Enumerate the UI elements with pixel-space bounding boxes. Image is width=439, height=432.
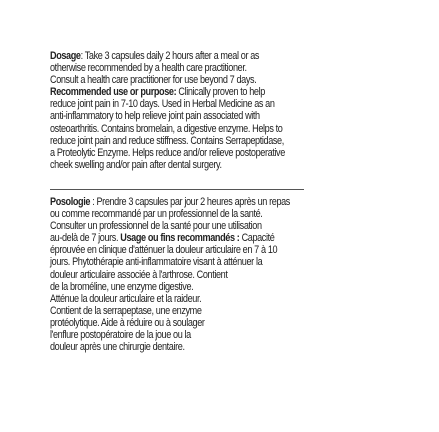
french-line [50,341,290,353]
french-line [50,196,290,208]
english-line-text: reduce joint pain and reduce stiffness. Contains Serrapeptidase, [50,134,284,147]
english-line [50,74,285,86]
french-line [50,244,290,256]
english-line [50,135,285,147]
english-line-text: anti-inflammatory to help relieve joint pain associated with [50,110,260,123]
french-line-text: au-delà de 7 jours. [50,232,121,245]
dosage-heading: Dosage [50,50,81,62]
french-line [50,220,290,232]
usage-text: Capacité [239,232,275,245]
english-line [50,50,285,62]
english-line-text: reduce joint pain in 7-10 days. Used in Herbal Medicine as an [50,98,275,111]
french-line-text: de la broméline, une enzyme digestive. [50,280,194,293]
english-directions [50,50,285,171]
french-line-text: l'enflure postopératoire de la joue ou la [50,329,191,342]
french-line [50,281,290,293]
english-line [50,147,285,159]
french-line [50,305,290,317]
french-line [50,269,290,281]
recommended-use-heading: Recommended use or purpose: [50,86,177,99]
section-divider [50,189,304,190]
french-line-text: Contient de la serrapeptase, une enzyme [50,304,202,317]
usage-heading: Usage ou fins recommandés : [120,232,240,245]
french-line-text: Consulter un professionnel de la santé pour une utilisation [50,220,262,233]
french-line [50,317,290,329]
dosage-text: : Take 3 capsules daily 2 hours after a meal or as [80,50,260,62]
french-line-text: jours. Phytothérapie anti-inflammatoire visant à atténuer la [50,256,263,269]
french-line-text: éprouvée en clinique d'atténuer la douleur articulaire en 7 à 10 [50,244,278,257]
english-line-text: otherwise recommended by a health care practitioner. [50,62,247,75]
french-line-text: douleur articulaire associée à l'arthrose. Contient [50,268,228,281]
french-line-text: ou comme recommandé par un professionnel de la santé. [50,208,263,221]
english-line [50,86,285,98]
english-line [50,110,285,122]
french-line-text: Atténue la douleur articulaire et la raideur. [50,292,202,305]
french-line [50,208,290,220]
english-line-text: osteoarthritis. Contains bromelain, a digestive enzyme. Helps to [50,122,283,135]
french-line-text: douleur après une chirurgie dentaire. [50,341,185,354]
english-line [50,62,285,74]
english-line [50,159,285,171]
english-line-text: cheek swelling and/or pain after dental surgery. [50,158,222,171]
french-line [50,329,290,341]
english-line [50,98,285,110]
french-line [50,293,290,305]
posologie-heading: Posologie [50,196,91,208]
posologie-text: : Prendre 3 capsules par jour 2 heures après un repas [90,196,290,208]
french-line [50,232,290,244]
english-line [50,123,285,135]
english-line-text: Consult a health care practitioner for use beyond 7 days. [50,74,257,87]
french-directions [50,196,290,353]
french-line [50,256,290,268]
english-line-text: a Proteolytic Enzyme. Helps reduce and/or relieve postoperative [50,146,285,159]
recommended-use-text: Clinically proven to help [176,86,265,99]
french-line-text: protéolytique. Aide à réduire ou à soulager [50,316,205,329]
